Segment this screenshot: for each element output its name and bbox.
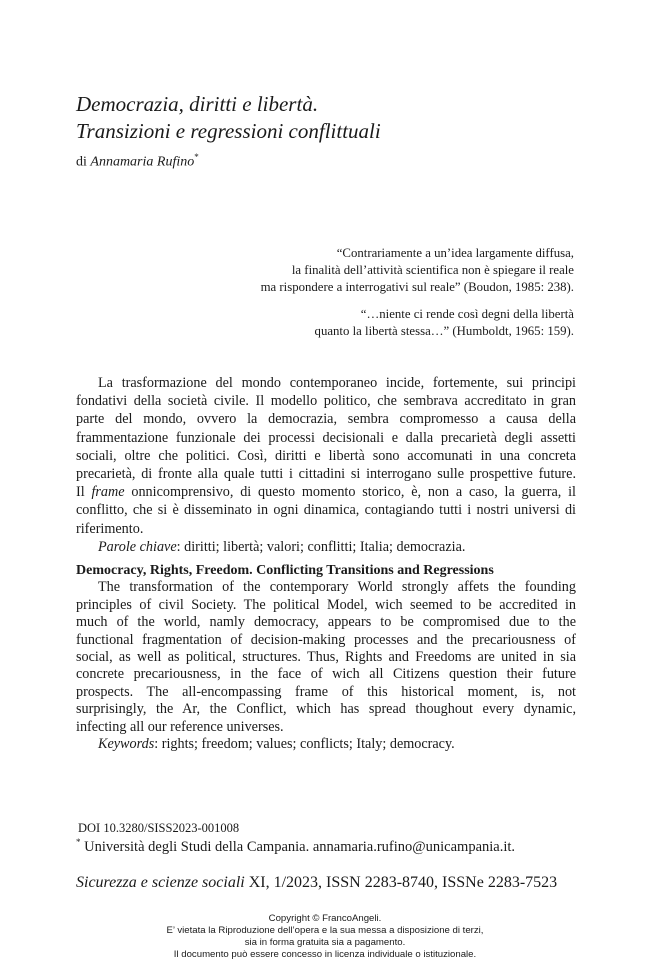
keywords-list: : diritti; libertà; valori; conflitti; Italia; democrazia. (176, 538, 466, 555)
epigraph-line: quanto la libertà stessa…” (Humboldt, 1965: 159). (314, 324, 574, 338)
abstract-line: principles of civil Society. The political Model, wich seemed to be accredited in (76, 596, 576, 613)
abstract-line: prospects. The all-encompassing frame of this historical moment, is, not (76, 683, 576, 700)
abstract-line: frammentazione funzionale dei processi decisionali e dalla precarietà degli assetti (76, 429, 576, 446)
epigraph-line: la finalità dell’attività scientifica non è spiegare il reale (291, 263, 574, 277)
abstract-english (76, 562, 576, 753)
keywords-list: : rights; freedom; values; conflicts; Italy; democracy. (154, 736, 455, 753)
abstract-line (76, 483, 576, 501)
copyright-line: Copyright © FrancoAngeli. (268, 913, 382, 924)
abstract-line: sociali, oltre che politici. Così, diritti e libertà sono accomunati in una concreta (76, 447, 576, 464)
title-line: Transizioni e regressioni conflittuali (76, 119, 381, 143)
copyright-line: Il documento può essere concesso in licenza individuale o istituzionale. (173, 949, 477, 960)
journal-issue: XI, 1/2023, ISSN 2283-8740, ISSNe 2283-7523 (244, 874, 558, 891)
abstract-text: Il (76, 484, 92, 501)
copyright-line: sia in forma gratuita sia a pagamento. (244, 937, 406, 948)
byline (76, 148, 199, 172)
article-title (76, 91, 596, 145)
affiliation-text: Università degli Studi della Campania. annamaria.rufino@unicampania.it. (80, 838, 516, 855)
abstract-line: parte del mondo, ovvero la democrazia, sembra compromesso a causa della (76, 411, 576, 428)
keywords-label: Parole chiave (98, 538, 177, 555)
abstract-italian (76, 374, 576, 556)
title-line: Democrazia, diritti e libertà. (76, 92, 319, 116)
affiliation-footnote (76, 837, 515, 856)
keywords-english (76, 736, 576, 753)
author-name: Annamaria Rufino (90, 154, 195, 170)
author-footnote-mark: * (194, 152, 199, 162)
abstract-line: riferimento. (76, 520, 144, 537)
abstract-line: much of the world, namly democracy, appears to be compromised due to the (76, 614, 576, 631)
abstract-line: The transformation of the contemporary World strongly affets the founding (98, 579, 576, 596)
epigraph-line: “Contrariamente a un’idea largamente diffusa, (336, 246, 574, 260)
doi: DOI 10.3280/SISS2023-001008 (78, 821, 240, 835)
epigraph-line: “…niente ci rende così degni della libertà (360, 307, 574, 321)
keywords-label: Keywords (98, 736, 155, 753)
abstract-line: concrete precariousness, in the face of wich all Citizens question their future (76, 666, 576, 683)
epigraph-humboldt (154, 306, 574, 340)
abstract-line: precarietà, di fronte alla quale tutti i cittadini si interrogano sulle prospettive future. (76, 466, 576, 483)
byline-prefix: di (76, 154, 87, 170)
abstract-line: infecting all our reference universes. (76, 718, 284, 735)
english-title: Democracy, Rights, Freedom. Conflicting Transitions and Regressions (76, 563, 494, 578)
epigraph-line: ma rispondere a interrogativi sul reale” (Boudon, 1985: 238). (260, 280, 574, 294)
abstract-line: conflitto, che si è disseminato in ogni dinamica, contagiando tutti i nostri universi di (76, 502, 576, 519)
footnote-mark: * (76, 837, 81, 847)
abstract-line: La trasformazione del mondo contemporaneo incide, fortemente, sui principi (98, 375, 576, 391)
abstract-line: social, as well as political, structures. Thus, Rights and Freedoms are united in sia (76, 649, 576, 666)
keywords-italian (76, 538, 576, 556)
abstract-line: functional fragmentation of decision-making processes and the precariousness of (76, 631, 576, 648)
abstract-line: surprisingly, the Ar, the Conflict, which has spread thoughout every dynamic, (76, 701, 576, 718)
abstract-emphasis: frame (91, 484, 125, 501)
journal-name: Sicurezza e scienze sociali (76, 874, 245, 891)
copyright-notice (0, 913, 650, 961)
journal-info (76, 874, 557, 892)
abstract-text: onnicomprensivo, di questo momento storico, è, non a caso, la guerra, il (124, 484, 577, 501)
epigraph-boudon (154, 245, 574, 296)
copyright-line: E’ vietata la Riproduzione dell’opera e la sua messa a disposizione di terzi, (166, 925, 484, 936)
abstract-line: fondativi della società civile. Il modello politico, che sembrava accreditato in gran (76, 393, 576, 410)
